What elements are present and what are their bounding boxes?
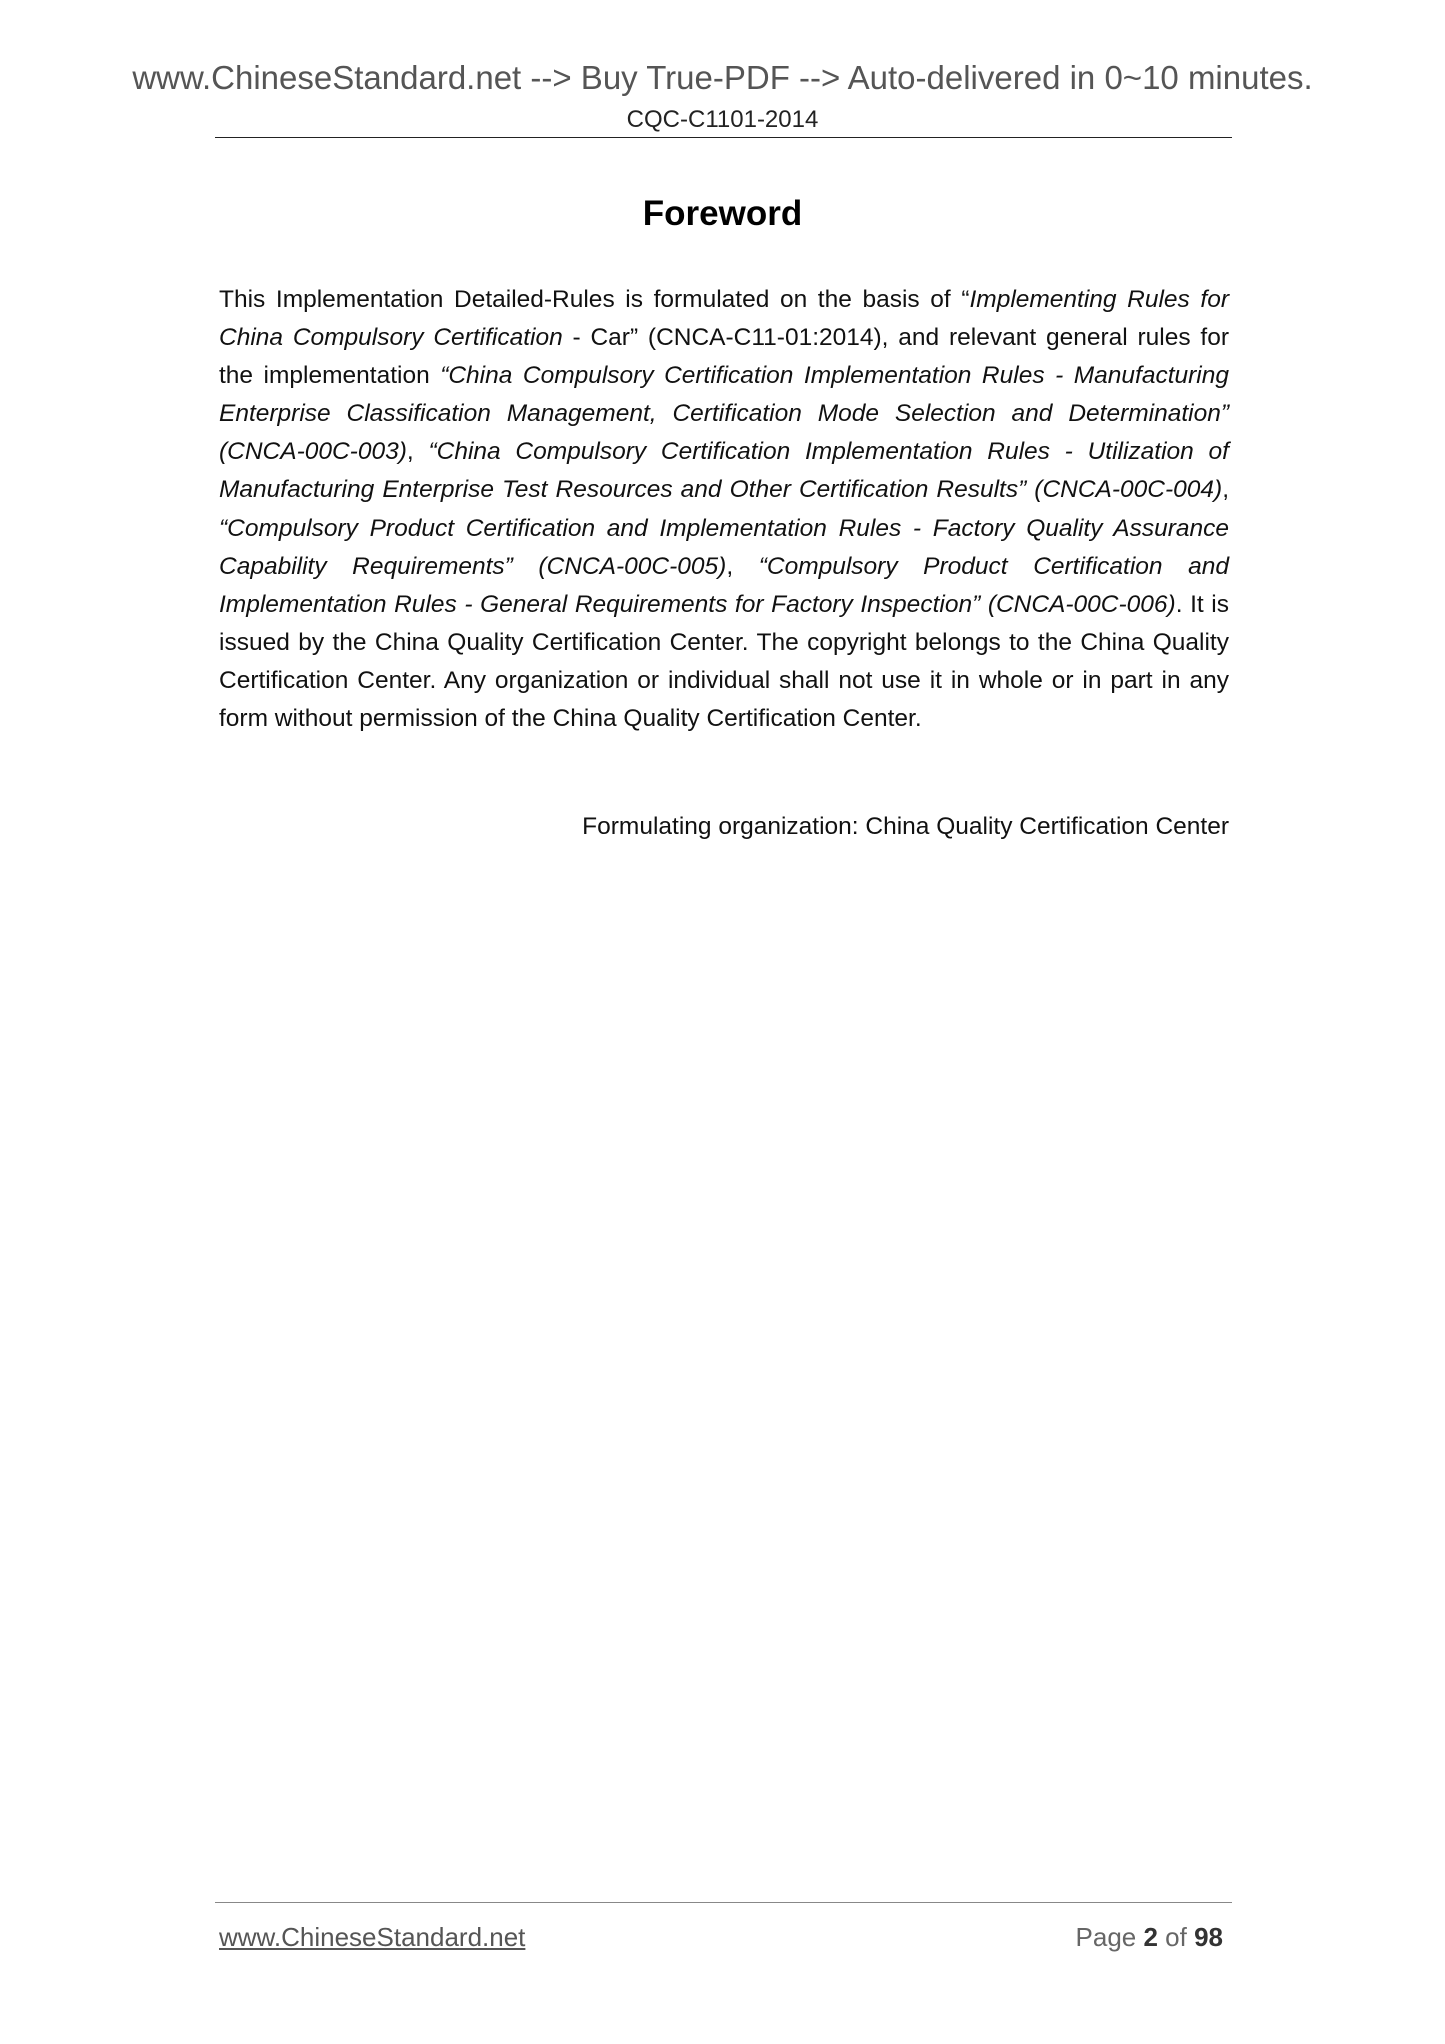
paragraph-text-italic: “China Compulsory Certification Implementation Rules - Utilization of Manufacturing Enterprise Test Resources and Other Certification Results” (CNCA-00C-004) bbox=[219, 438, 1229, 504]
page-current: 2 bbox=[1143, 1922, 1158, 1952]
paragraph-text: This Implementation Detailed-Rules is formulated on the basis of “ bbox=[219, 286, 970, 313]
footer-website-link[interactable]: www.ChineseStandard.net bbox=[219, 1922, 526, 1952]
formulating-organization: Formulating organization: China Quality Certification Center bbox=[582, 813, 1229, 840]
paragraph-text: - Car” (CNCA-C11-01:2014), and relevant general rules for the implementation bbox=[219, 324, 1229, 390]
paragraph-text-italic: “China Compulsory Certification Implementation Rules - Manufacturing Enterprise Classification Management, Certification Mode Selection and Determination” (CNCA-00C-003) bbox=[219, 362, 1229, 466]
paragraph-text-italic: “Compulsory Product Certification and Implementation Rules - General Requirements for Factory Inspection” (CNCA-00C-006) bbox=[219, 552, 1230, 618]
paragraph-text-italic: Implementing Rules for China Compulsory Certification bbox=[219, 286, 1229, 352]
footer-divider bbox=[215, 1902, 1232, 1903]
page-title: Foreword bbox=[642, 194, 803, 233]
top-banner: www.ChineseStandard.net --> Buy True-PDF --> Auto-delivered in 0~10 minutes. bbox=[132, 59, 1313, 96]
header-divider bbox=[215, 137, 1232, 138]
foreword-paragraph bbox=[219, 281, 1229, 738]
paragraph-text-italic: “Compulsory Product Certification and Implementation Rules - Factory Quality Assurance Capability Requirements” (CNCA-00C-005) bbox=[219, 514, 1229, 580]
paragraph-text: , bbox=[726, 552, 759, 580]
page-number bbox=[1076, 1920, 1223, 1954]
page-prefix: Page bbox=[1075, 1922, 1144, 1952]
page-of: of bbox=[1157, 1922, 1195, 1952]
paragraph-text: . It is issued by the China Quality Certification Center. The copyright belongs to the China Quality Certification Center. Any organization or individual shall not use it in whole or in part in any form without permission of the China Quality Certification Center. bbox=[219, 590, 1229, 733]
paragraph-text: , bbox=[406, 438, 429, 466]
page-total: 98 bbox=[1194, 1922, 1223, 1952]
paragraph-text: , bbox=[1222, 476, 1229, 504]
document-code: CQC-C1101-2014 bbox=[626, 106, 819, 133]
